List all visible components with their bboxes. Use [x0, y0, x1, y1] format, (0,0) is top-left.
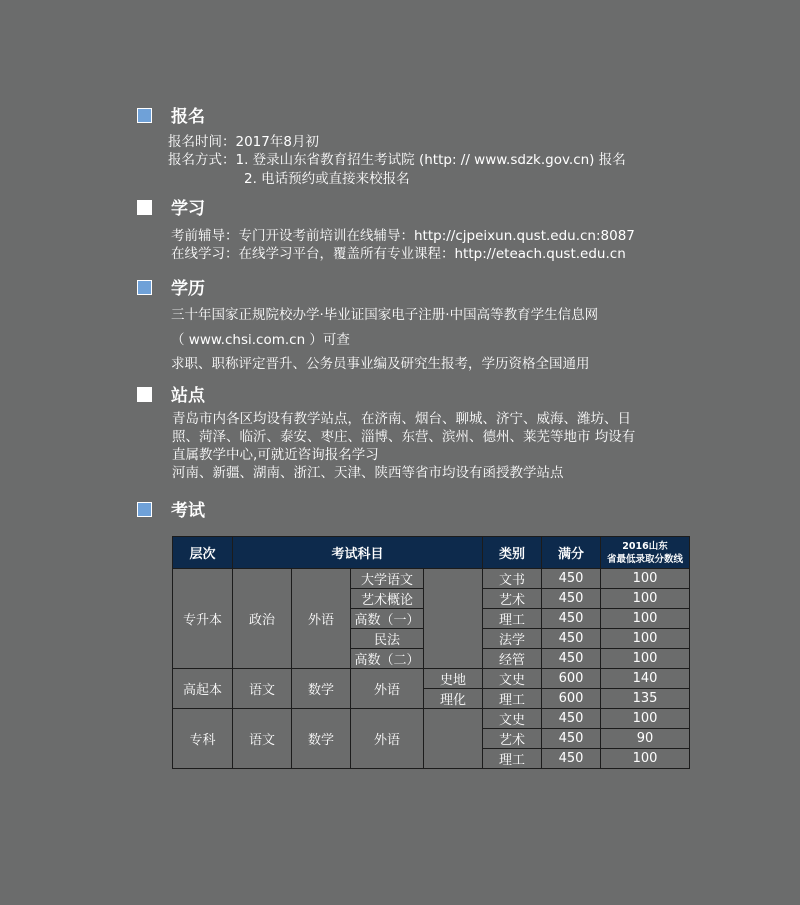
- square-bullet-icon: [137, 200, 152, 215]
- section-title: 学历: [171, 279, 205, 299]
- study-line-2: 在线学习：在线学习平台，覆盖所有专业课程：http://eteach.qust.edu.cn: [171, 246, 626, 262]
- category-cell: 艺术: [483, 589, 542, 609]
- signup-method: 报名方式：1. 登录山东省教育招生考试院 (http: // www.sdzk.gov.cn) 报名: [168, 152, 626, 168]
- option-subject-cell: 大学语文: [351, 569, 424, 589]
- full-score-cell: 450: [542, 709, 601, 729]
- option-subject-cell: 史地: [424, 669, 483, 689]
- degree-line-2: （ www.chsi.com.cn ）可查: [171, 332, 350, 348]
- table-header-row: [173, 537, 690, 569]
- min-score-cell: 135: [601, 689, 690, 709]
- section-title: 学习: [171, 199, 205, 219]
- option-subject-cell: 理化: [424, 689, 483, 709]
- sites-line-2: 照、菏泽、临沂、泰安、枣庄、淄博、东营、滨州、德州、莱芜等地市 均设有: [172, 429, 636, 445]
- subject-cell: 语文: [233, 669, 292, 709]
- category-cell: 理工: [483, 749, 542, 769]
- min-score-cell: 100: [601, 609, 690, 629]
- option-subject-cell: 民法: [351, 629, 424, 649]
- category-cell: 艺术: [483, 729, 542, 749]
- empty-cell: [424, 709, 483, 769]
- subject-cell: 数学: [292, 669, 351, 709]
- min-score-cell: 100: [601, 629, 690, 649]
- min-score-cell: 100: [601, 649, 690, 669]
- category-cell: 文史: [483, 669, 542, 689]
- header-category: 类别: [483, 537, 542, 569]
- category-cell: 理工: [483, 689, 542, 709]
- full-score-cell: 600: [542, 669, 601, 689]
- category-cell: 文史: [483, 709, 542, 729]
- empty-cell: [424, 569, 483, 669]
- level-cell: 高起本: [173, 669, 233, 709]
- exam-score-table: [172, 536, 690, 769]
- square-bullet-icon: [137, 387, 152, 402]
- subject-cell: 政治: [233, 569, 292, 669]
- min-score-cell: 100: [601, 569, 690, 589]
- degree-line-1: 三十年国家正规院校办学·毕业证国家电子注册·中国高等教育学生信息网: [171, 307, 599, 323]
- category-cell: 经管: [483, 649, 542, 669]
- subject-cell: 外语: [351, 669, 424, 709]
- table-row: [173, 669, 690, 689]
- option-subject-cell: 艺术概论: [351, 589, 424, 609]
- square-bullet-icon: [137, 502, 152, 517]
- full-score-cell: 450: [542, 589, 601, 609]
- full-score-cell: 450: [542, 609, 601, 629]
- header-min-score: [601, 537, 690, 569]
- header-min-score-line-2: 省最低录取分数线: [606, 553, 683, 565]
- min-score-cell: 140: [601, 669, 690, 689]
- section-title: 报名: [171, 107, 205, 127]
- full-score-cell: 450: [542, 629, 601, 649]
- subject-cell: 语文: [233, 709, 292, 769]
- square-bullet-icon: [137, 280, 152, 295]
- level-cell: 专升本: [173, 569, 233, 669]
- min-score-cell: 100: [601, 589, 690, 609]
- category-cell: 理工: [483, 609, 542, 629]
- full-score-cell: 600: [542, 689, 601, 709]
- subject-cell: 外语: [351, 709, 424, 769]
- subject-cell: 数学: [292, 709, 351, 769]
- degree-line-3: 求职、职称评定晋升、公务员事业编及研究生报考，学历资格全国通用: [171, 356, 590, 372]
- signup-method-2: 2. 电话预约或直接来校报名: [244, 171, 410, 187]
- option-subject-cell: 高数（一）: [351, 609, 424, 629]
- sites-line-3: 直属教学中心,可就近咨询报名学习: [172, 447, 379, 463]
- sites-line-1: 青岛市内各区均设有教学站点，在济南、烟台、聊城、济宁、威海、潍坊、日: [172, 411, 631, 427]
- header-subjects: 考试科目: [233, 537, 483, 569]
- full-score-cell: 450: [542, 649, 601, 669]
- category-cell: 法学: [483, 629, 542, 649]
- table-row: [173, 569, 690, 589]
- header-full-score: 满分: [542, 537, 601, 569]
- signup-time: 报名时间：2017年8月初: [168, 134, 319, 150]
- subject-cell: 外语: [292, 569, 351, 669]
- full-score-cell: 450: [542, 749, 601, 769]
- table-row: [173, 709, 690, 729]
- header-level: 层次: [173, 537, 233, 569]
- full-score-cell: 450: [542, 729, 601, 749]
- section-title: 站点: [171, 386, 205, 406]
- header-min-score-line-1: 2016山东: [622, 540, 668, 552]
- category-cell: 文书: [483, 569, 542, 589]
- section-title: 考试: [171, 501, 205, 521]
- square-bullet-icon: [137, 108, 152, 123]
- min-score-cell: 90: [601, 729, 690, 749]
- study-line-1: 考前辅导：专门开设考前培训在线辅导：http://cjpeixun.qust.edu.cn:8087: [171, 228, 635, 244]
- sites-line-4: 河南、新疆、湖南、浙江、天津、陕西等省市均设有函授教学站点: [172, 465, 564, 481]
- option-subject-cell: 高数（二）: [351, 649, 424, 669]
- level-cell: 专科: [173, 709, 233, 769]
- min-score-cell: 100: [601, 709, 690, 729]
- min-score-cell: 100: [601, 749, 690, 769]
- full-score-cell: 450: [542, 569, 601, 589]
